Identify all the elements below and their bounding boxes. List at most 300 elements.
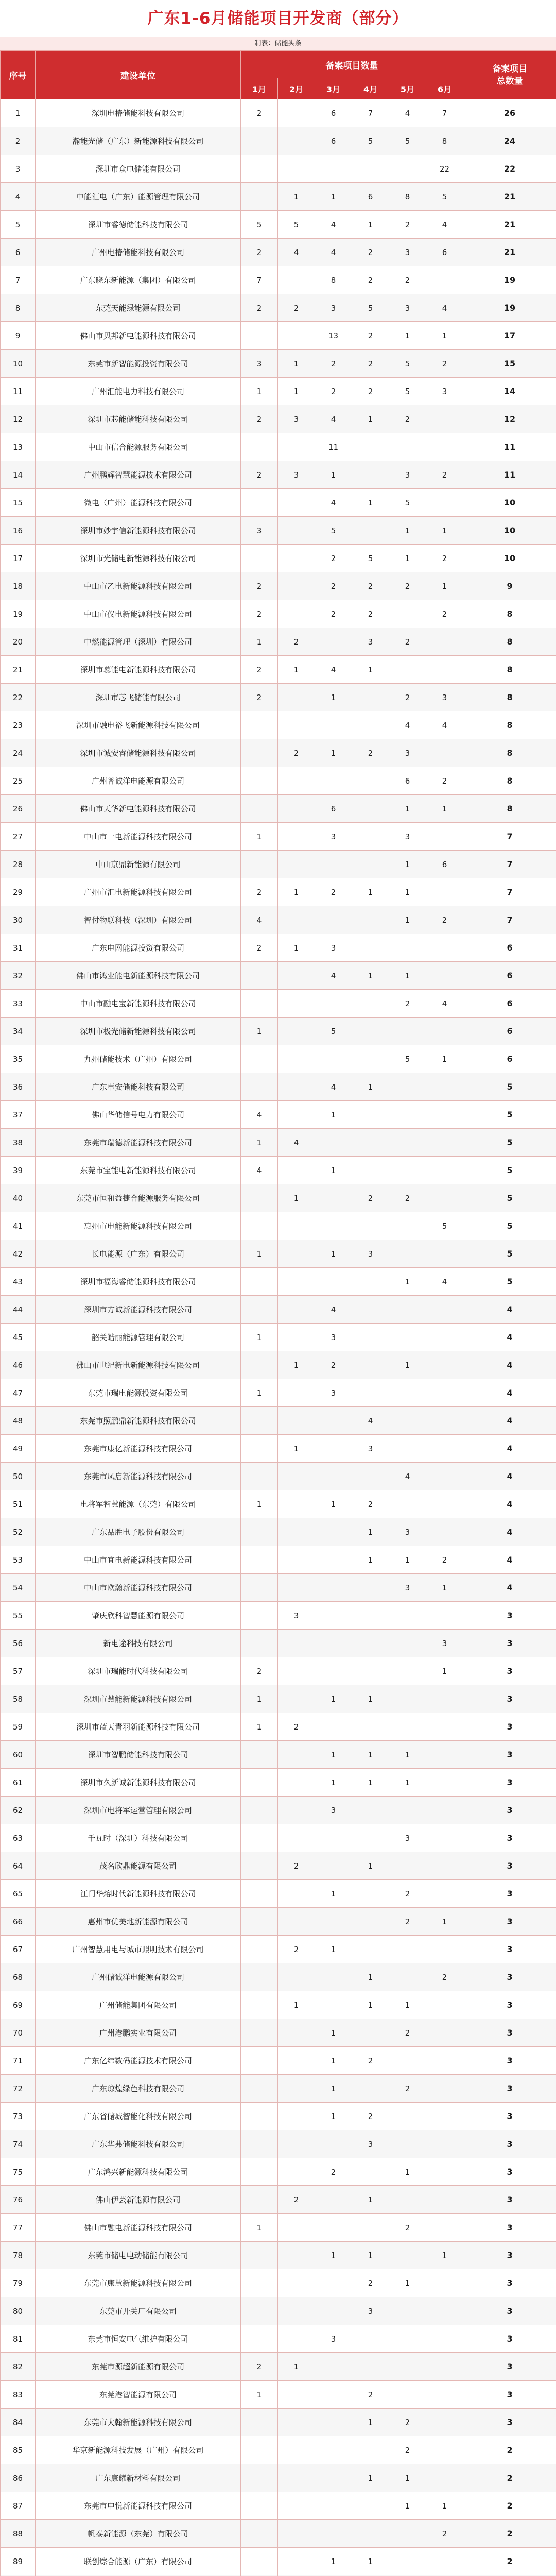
- cell-m4: 2: [352, 572, 389, 600]
- cell-total: 3: [463, 1741, 556, 1769]
- table-row: [1, 1630, 556, 1657]
- cell-unit: 佛山市贝邦新电能源科技有限公司: [36, 322, 241, 350]
- cell-m5: 2: [389, 2409, 426, 2436]
- cell-seq: 64: [1, 1852, 36, 1880]
- cell-m5: 3: [389, 1518, 426, 1546]
- cell-total: 3: [463, 1602, 556, 1630]
- cell-unit: 中山市乙电新能源科技有限公司: [36, 572, 241, 600]
- cell-m1: 2: [241, 934, 278, 962]
- cell-m5: 1: [389, 517, 426, 545]
- cell-seq: 16: [1, 517, 36, 545]
- cell-m4: 3: [352, 2297, 389, 2325]
- cell-m5: 2: [389, 2075, 426, 2103]
- cell-m3: [315, 1602, 352, 1630]
- cell-m6: [426, 1880, 463, 1908]
- cell-total: 4: [463, 1296, 556, 1324]
- cell-unit: 佛山华储信号电力有限公司: [36, 1101, 241, 1129]
- table-row: [1, 851, 556, 878]
- cell-m2: 1: [278, 656, 315, 684]
- cell-m1: [241, 2103, 278, 2130]
- cell-unit: 电将军智慧能源（东莞）有限公司: [36, 1490, 241, 1518]
- table-row: [1, 1908, 556, 1936]
- table-row: [1, 2214, 556, 2242]
- cell-m3: [315, 1435, 352, 1463]
- cell-seq: 18: [1, 572, 36, 600]
- cell-total: 21: [463, 239, 556, 266]
- cell-m2: [278, 2548, 315, 2575]
- cell-m3: [315, 990, 352, 1018]
- cell-m5: 2: [389, 2214, 426, 2242]
- cell-seq: 14: [1, 461, 36, 489]
- cell-m1: 1: [241, 1324, 278, 1351]
- table-row: [1, 1351, 556, 1379]
- cell-m6: [426, 1518, 463, 1546]
- cell-seq: 68: [1, 1963, 36, 1991]
- cell-m1: 3: [241, 350, 278, 378]
- cell-m4: [352, 2158, 389, 2186]
- cell-total: 4: [463, 1351, 556, 1379]
- cell-seq: 72: [1, 2075, 36, 2103]
- cell-m2: 1: [278, 878, 315, 906]
- cell-m6: [426, 1129, 463, 1157]
- cell-seq: 75: [1, 2158, 36, 2186]
- cell-m2: 5: [278, 211, 315, 239]
- cell-m6: [426, 1351, 463, 1379]
- cell-m2: [278, 2242, 315, 2269]
- cell-m5: [389, 1685, 426, 1713]
- cell-m6: [426, 2297, 463, 2325]
- report-title: 广东1-6月储能项目开发商（部分）: [0, 0, 556, 37]
- cell-m5: [389, 1101, 426, 1129]
- cell-seq: 6: [1, 239, 36, 266]
- table-row: [1, 1129, 556, 1157]
- cell-seq: 29: [1, 878, 36, 906]
- cell-m2: [278, 1157, 315, 1184]
- cell-m5: 2: [389, 2019, 426, 2047]
- cell-total: 5: [463, 1240, 556, 1268]
- cell-m1: 2: [241, 461, 278, 489]
- table-row: [1, 711, 556, 739]
- cell-m2: [278, 266, 315, 294]
- table-row: [1, 1824, 556, 1852]
- table-row: [1, 2269, 556, 2297]
- cell-m5: [389, 1018, 426, 1045]
- table-row: [1, 878, 556, 906]
- cell-m3: 4: [315, 239, 352, 266]
- cell-m4: 4: [352, 1407, 389, 1435]
- cell-unit: 佛山市融电新能源科技有限公司: [36, 2214, 241, 2242]
- cell-m3: 4: [315, 489, 352, 517]
- cell-unit: 广州储能集团有限公司: [36, 1991, 241, 2019]
- cell-m2: 1: [278, 1184, 315, 1212]
- cell-m6: 5: [426, 1212, 463, 1240]
- cell-seq: 36: [1, 1073, 36, 1101]
- cell-m4: [352, 795, 389, 823]
- cell-m5: [389, 2047, 426, 2075]
- cell-m2: [278, 990, 315, 1018]
- cell-m2: [278, 2409, 315, 2436]
- cell-m4: 1: [352, 1769, 389, 1797]
- cell-total: 3: [463, 2186, 556, 2214]
- cell-m3: 5: [315, 1018, 352, 1045]
- table-row: [1, 1240, 556, 1268]
- cell-seq: 76: [1, 2186, 36, 2214]
- cell-seq: 71: [1, 2047, 36, 2075]
- table-row: [1, 378, 556, 405]
- table-row: [1, 1184, 556, 1212]
- cell-m2: [278, 1324, 315, 1351]
- cell-unit: 东莞市源超新能源有限公司: [36, 2353, 241, 2381]
- cell-m6: [426, 656, 463, 684]
- cell-m4: 1: [352, 656, 389, 684]
- cell-m4: 3: [352, 1240, 389, 1268]
- cell-m5: 4: [389, 711, 426, 739]
- cell-unit: 广州普诚洋电能源有限公司: [36, 767, 241, 795]
- cell-m3: 1: [315, 1240, 352, 1268]
- cell-unit: 东莞市宝能电新能源科技有限公司: [36, 1157, 241, 1184]
- cell-m5: 2: [389, 628, 426, 656]
- cell-m6: [426, 2186, 463, 2214]
- cell-m1: [241, 1824, 278, 1852]
- cell-m1: 2: [241, 2353, 278, 2381]
- cell-m1: [241, 2548, 278, 2575]
- cell-m5: [389, 155, 426, 183]
- cell-m4: 5: [352, 545, 389, 572]
- cell-m1: [241, 962, 278, 990]
- cell-m5: 5: [389, 127, 426, 155]
- cell-m6: [426, 962, 463, 990]
- cell-total: 5: [463, 1073, 556, 1101]
- cell-m3: 4: [315, 1296, 352, 1324]
- cell-seq: 88: [1, 2520, 36, 2548]
- cell-m1: [241, 1797, 278, 1824]
- cell-m5: 4: [389, 1463, 426, 1490]
- cell-m5: 3: [389, 1574, 426, 1602]
- cell-m1: 2: [241, 656, 278, 684]
- cell-m3: [315, 2381, 352, 2409]
- cell-seq: 46: [1, 1351, 36, 1379]
- cell-unit: 中山市信合能源服务有限公司: [36, 433, 241, 461]
- table-row: [1, 1880, 556, 1908]
- cell-m4: 1: [352, 878, 389, 906]
- cell-m3: 4: [315, 405, 352, 433]
- cell-seq: 43: [1, 1268, 36, 1296]
- cell-unit: 东莞市恒和益捷合能源服务有限公司: [36, 1184, 241, 1212]
- cell-m3: [315, 2520, 352, 2548]
- cell-m2: [278, 1685, 315, 1713]
- cell-m5: [389, 2130, 426, 2158]
- cell-m6: 2: [426, 1546, 463, 1574]
- cell-unit: 长电能源（广东）有限公司: [36, 1240, 241, 1268]
- cell-m2: 2: [278, 2186, 315, 2214]
- table-row: [1, 322, 556, 350]
- cell-seq: 12: [1, 405, 36, 433]
- cell-m2: 1: [278, 1991, 315, 2019]
- table-row: [1, 1490, 556, 1518]
- cell-total: 7: [463, 851, 556, 878]
- cell-total: 6: [463, 1045, 556, 1073]
- cell-total: 7: [463, 823, 556, 851]
- cell-m1: 1: [241, 2214, 278, 2242]
- table-row: [1, 2381, 556, 2409]
- cell-m2: 4: [278, 239, 315, 266]
- cell-unit: 佛山市天华新电能源科技有限公司: [36, 795, 241, 823]
- cell-m2: [278, 572, 315, 600]
- cell-m5: [389, 1797, 426, 1824]
- cell-m6: 1: [426, 1908, 463, 1936]
- table-row: [1, 2075, 556, 2103]
- cell-total: 3: [463, 1769, 556, 1797]
- table-row: [1, 461, 556, 489]
- table-row: [1, 1324, 556, 1351]
- col-header-total: [463, 51, 556, 99]
- cell-total: 6: [463, 990, 556, 1018]
- cell-m2: [278, 99, 315, 127]
- cell-m1: 2: [241, 239, 278, 266]
- cell-m4: [352, 1324, 389, 1351]
- cell-m2: [278, 1963, 315, 1991]
- cell-unit: 深圳市妙宇信新能源科技有限公司: [36, 517, 241, 545]
- cell-m5: [389, 2520, 426, 2548]
- cell-seq: 73: [1, 2103, 36, 2130]
- cell-m5: [389, 2548, 426, 2575]
- cell-m6: 6: [426, 239, 463, 266]
- cell-m6: [426, 1741, 463, 1769]
- table-row: [1, 211, 556, 239]
- cell-m2: 1: [278, 934, 315, 962]
- cell-m1: 1: [241, 2381, 278, 2409]
- cell-m6: [426, 1407, 463, 1435]
- cell-total: 3: [463, 2242, 556, 2269]
- table-row: [1, 767, 556, 795]
- cell-m3: [315, 1268, 352, 1296]
- cell-m4: [352, 1936, 389, 1963]
- cell-seq: 86: [1, 2464, 36, 2492]
- table-row: [1, 2436, 556, 2464]
- cell-m2: 2: [278, 1713, 315, 1741]
- table-row: [1, 1963, 556, 1991]
- cell-unit: 中山市宜电新能源科技有限公司: [36, 1546, 241, 1574]
- cell-m2: [278, 1657, 315, 1685]
- cell-unit: 深圳市智鹏储能科技有限公司: [36, 1741, 241, 1769]
- cell-unit: 联创综合能源（广东）有限公司: [36, 2548, 241, 2575]
- cell-m2: [278, 1741, 315, 1769]
- cell-m3: 6: [315, 795, 352, 823]
- cell-m5: 1: [389, 1991, 426, 2019]
- cell-m4: 1: [352, 2548, 389, 2575]
- cell-unit: 广东晓东新能源（集团）有限公司: [36, 266, 241, 294]
- cell-m3: 2: [315, 1351, 352, 1379]
- cell-m3: 3: [315, 934, 352, 962]
- cell-seq: 33: [1, 990, 36, 1018]
- cell-total: 17: [463, 322, 556, 350]
- table-row: [1, 739, 556, 767]
- cell-m6: 3: [426, 1630, 463, 1657]
- cell-m1: 1: [241, 823, 278, 851]
- cell-total: 2: [463, 2492, 556, 2520]
- cell-unit: 中能汇电（广东）能源管理有限公司: [36, 183, 241, 211]
- cell-m5: 2: [389, 211, 426, 239]
- cell-m6: 7: [426, 99, 463, 127]
- cell-seq: 74: [1, 2130, 36, 2158]
- cell-m3: 1: [315, 183, 352, 211]
- table-row: [1, 684, 556, 711]
- cell-m6: 2: [426, 461, 463, 489]
- cell-m5: 3: [389, 294, 426, 322]
- cell-m2: 2: [278, 739, 315, 767]
- cell-unit: 深圳市福海睿储能源科技有限公司: [36, 1268, 241, 1296]
- cell-total: 4: [463, 1518, 556, 1546]
- cell-m1: 1: [241, 1685, 278, 1713]
- cell-m5: 3: [389, 461, 426, 489]
- cell-unit: 东莞市大翰新能源科技有限公司: [36, 2409, 241, 2436]
- cell-m5: [389, 1324, 426, 1351]
- cell-m3: [315, 1463, 352, 1490]
- cell-m6: 2: [426, 600, 463, 628]
- table-row: [1, 2186, 556, 2214]
- cell-seq: 49: [1, 1435, 36, 1463]
- cell-m5: [389, 1602, 426, 1630]
- cell-seq: 40: [1, 1184, 36, 1212]
- cell-m6: [426, 2353, 463, 2381]
- cell-m2: [278, 2492, 315, 2520]
- table-row: [1, 572, 556, 600]
- cell-m6: [426, 1073, 463, 1101]
- cell-seq: 2: [1, 127, 36, 155]
- table-row: [1, 350, 556, 378]
- cell-m6: [426, 405, 463, 433]
- cell-unit: 惠州市优美地新能源有限公司: [36, 1908, 241, 1936]
- cell-m5: [389, 2325, 426, 2353]
- table-row: [1, 127, 556, 155]
- cell-m4: [352, 1630, 389, 1657]
- cell-total: 8: [463, 739, 556, 767]
- cell-seq: 57: [1, 1657, 36, 1685]
- cell-total: 2: [463, 2436, 556, 2464]
- cell-m3: [315, 1991, 352, 2019]
- cell-seq: 54: [1, 1574, 36, 1602]
- cell-m5: 2: [389, 684, 426, 711]
- cell-m2: 2: [278, 628, 315, 656]
- cell-m4: [352, 1129, 389, 1157]
- table-row: [1, 823, 556, 851]
- cell-m4: 7: [352, 99, 389, 127]
- cell-m5: 1: [389, 545, 426, 572]
- cell-m4: [352, 1268, 389, 1296]
- cell-unit: 广州市汇电新能源科技有限公司: [36, 878, 241, 906]
- cell-unit: 中山京鼎新能源有限公司: [36, 851, 241, 878]
- cell-m6: [426, 1602, 463, 1630]
- cell-m3: 1: [315, 2019, 352, 2047]
- cell-m2: [278, 433, 315, 461]
- cell-m3: [315, 2492, 352, 2520]
- cell-m3: [315, 2353, 352, 2381]
- col-header-month-6: 6月: [426, 78, 463, 99]
- cell-m6: [426, 1490, 463, 1518]
- cell-total: 9: [463, 572, 556, 600]
- cell-seq: 34: [1, 1018, 36, 1045]
- table-row: [1, 1574, 556, 1602]
- cell-total: 3: [463, 1908, 556, 1936]
- cell-m3: 2: [315, 545, 352, 572]
- cell-m3: 8: [315, 266, 352, 294]
- cell-seq: 62: [1, 1797, 36, 1824]
- cell-seq: 53: [1, 1546, 36, 1574]
- cell-total: 7: [463, 878, 556, 906]
- cell-m3: 1: [315, 1685, 352, 1713]
- cell-total: 4: [463, 1490, 556, 1518]
- cell-m1: 2: [241, 405, 278, 433]
- cell-m1: 2: [241, 572, 278, 600]
- cell-m1: [241, 1880, 278, 1908]
- table-row: [1, 2520, 556, 2548]
- cell-total: 5: [463, 1157, 556, 1184]
- cell-m4: [352, 711, 389, 739]
- cell-m2: [278, 1824, 315, 1852]
- cell-m1: 7: [241, 266, 278, 294]
- cell-m1: [241, 1518, 278, 1546]
- cell-m4: 2: [352, 600, 389, 628]
- cell-m2: [278, 684, 315, 711]
- cell-unit: 中山市一电新能源科技有限公司: [36, 823, 241, 851]
- cell-m6: 1: [426, 2492, 463, 2520]
- cell-m5: 2: [389, 1880, 426, 1908]
- col-header-month-2: 2月: [278, 78, 315, 99]
- cell-unit: 广东亿纬数码能源技术有限公司: [36, 2047, 241, 2075]
- cell-unit: 广东华弗储能科技有限公司: [36, 2130, 241, 2158]
- cell-m4: 1: [352, 2186, 389, 2214]
- cell-m4: 1: [352, 2242, 389, 2269]
- cell-seq: 89: [1, 2548, 36, 2575]
- cell-m5: [389, 1073, 426, 1101]
- cell-unit: 东莞市康亿新能源科技有限公司: [36, 1435, 241, 1463]
- cell-m1: [241, 1602, 278, 1630]
- cell-m5: 1: [389, 2158, 426, 2186]
- cell-total: 3: [463, 1991, 556, 2019]
- cell-total: 3: [463, 2269, 556, 2297]
- cell-total: 21: [463, 183, 556, 211]
- cell-m4: 2: [352, 739, 389, 767]
- cell-m3: 3: [315, 1797, 352, 1824]
- cell-m4: [352, 767, 389, 795]
- cell-seq: 30: [1, 906, 36, 934]
- cell-seq: 25: [1, 767, 36, 795]
- cell-seq: 65: [1, 1880, 36, 1908]
- cell-unit: 深圳市慕能电新能源科技有限公司: [36, 656, 241, 684]
- cell-unit: 广州智慧用电与城市照明技术有限公司: [36, 1936, 241, 1963]
- cell-m1: [241, 1908, 278, 1936]
- cell-m2: [278, 1073, 315, 1101]
- cell-m6: [426, 1184, 463, 1212]
- cell-total: 5: [463, 1268, 556, 1296]
- cell-m5: 2: [389, 405, 426, 433]
- cell-m3: 1: [315, 1157, 352, 1184]
- cell-m2: [278, 127, 315, 155]
- cell-m4: [352, 1351, 389, 1379]
- cell-total: 3: [463, 2047, 556, 2075]
- cell-seq: 3: [1, 155, 36, 183]
- col-header-month-3: 3月: [315, 78, 352, 99]
- cell-m1: 2: [241, 878, 278, 906]
- table-row: [1, 1435, 556, 1463]
- cell-m2: [278, 1546, 315, 1574]
- cell-total: 3: [463, 2075, 556, 2103]
- cell-m6: 4: [426, 211, 463, 239]
- cell-m3: 2: [315, 878, 352, 906]
- cell-m2: [278, 906, 315, 934]
- cell-m1: [241, 1936, 278, 1963]
- table-row: [1, 1852, 556, 1880]
